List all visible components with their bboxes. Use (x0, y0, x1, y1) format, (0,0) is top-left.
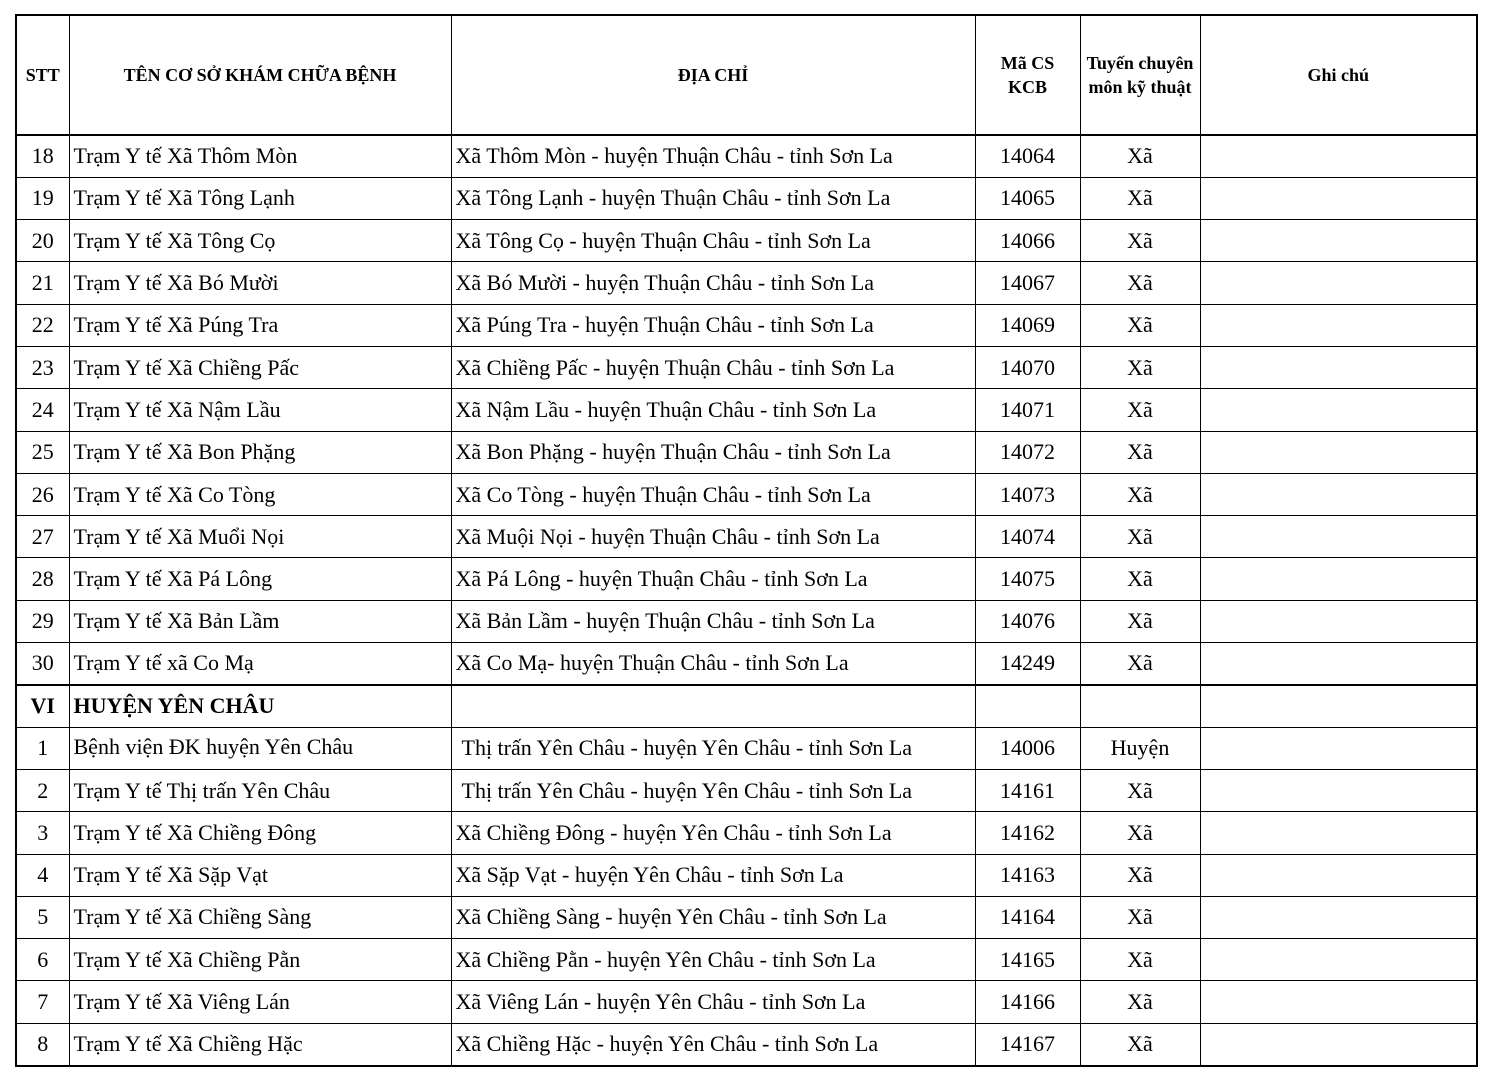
table-row (16, 346, 1477, 388)
row-note (1200, 473, 1477, 515)
row-stt: 21 (16, 262, 69, 304)
row-address: Xã Chiềng Hặc - huyện Yên Châu - tỉnh Sơn La (451, 1023, 975, 1065)
row-stt: 29 (16, 600, 69, 642)
row-facility-name: Trạm Y tế Xã Pá Lông (69, 558, 451, 600)
row-note (1200, 812, 1477, 854)
row-facility-code: 14069 (975, 304, 1080, 346)
row-technical-level: Xã (1080, 516, 1200, 558)
row-technical-level: Xã (1080, 981, 1200, 1023)
table-body (16, 135, 1477, 1066)
row-stt: 3 (16, 812, 69, 854)
row-facility-name: Trạm Y tế Thị trấn Yên Châu (69, 769, 451, 811)
row-address: Xã Muội Nọi - huyện Thuận Châu - tỉnh Sơn La (451, 516, 975, 558)
row-technical-level: Xã (1080, 812, 1200, 854)
row-stt: 30 (16, 643, 69, 685)
row-facility-code: 14071 (975, 389, 1080, 431)
row-facility-code: 14067 (975, 262, 1080, 304)
row-facility-name: Trạm Y tế Xã Chiềng Đông (69, 812, 451, 854)
row-address: Xã Chiềng Đông - huyện Yên Châu - tỉnh Sơn La (451, 812, 975, 854)
header-facility-name: TÊN CƠ SỞ KHÁM CHỮA BỆNH (69, 15, 451, 135)
row-facility-code: 14065 (975, 177, 1080, 219)
row-stt: 5 (16, 896, 69, 938)
row-facility-code: 14073 (975, 473, 1080, 515)
group-empty-cell (451, 685, 975, 727)
row-note (1200, 304, 1477, 346)
row-note (1200, 769, 1477, 811)
row-technical-level: Xã (1080, 769, 1200, 811)
row-technical-level: Xã (1080, 558, 1200, 600)
header-technical-level: Tuyến chuyên môn kỹ thuật (1080, 15, 1200, 135)
row-facility-name: Trạm Y tế Xã Púng Tra (69, 304, 451, 346)
row-technical-level: Xã (1080, 600, 1200, 642)
row-stt: 27 (16, 516, 69, 558)
table-row (16, 220, 1477, 262)
row-note (1200, 643, 1477, 685)
row-technical-level: Xã (1080, 135, 1200, 177)
table-row (16, 854, 1477, 896)
row-facility-code: 14064 (975, 135, 1080, 177)
header-row (16, 15, 1477, 135)
row-stt: 19 (16, 177, 69, 219)
row-stt: 23 (16, 346, 69, 388)
row-note (1200, 135, 1477, 177)
table-row (16, 516, 1477, 558)
row-technical-level: Huyện (1080, 727, 1200, 769)
row-note (1200, 431, 1477, 473)
row-facility-name: Trạm Y tế Xã Nậm Lầu (69, 389, 451, 431)
table-row (16, 431, 1477, 473)
row-facility-code: 14164 (975, 896, 1080, 938)
row-address: Thị trấn Yên Châu - huyện Yên Châu - tỉnh Sơn La (451, 727, 975, 769)
facility-table (15, 14, 1478, 1067)
row-address: Xã Chiềng Pấc - huyện Thuận Châu - tỉnh Sơn La (451, 346, 975, 388)
table-row (16, 769, 1477, 811)
row-stt: 22 (16, 304, 69, 346)
row-note (1200, 896, 1477, 938)
row-facility-code: 14249 (975, 643, 1080, 685)
row-facility-name: Trạm Y tế Xã Sặp Vạt (69, 854, 451, 896)
row-technical-level: Xã (1080, 939, 1200, 981)
row-address: Xã Chiềng Sàng - huyện Yên Châu - tỉnh Sơn La (451, 896, 975, 938)
row-note (1200, 346, 1477, 388)
table-row (16, 812, 1477, 854)
row-stt: 4 (16, 854, 69, 896)
row-stt: 26 (16, 473, 69, 515)
table-row (16, 939, 1477, 981)
row-facility-name: Trạm Y tế Xã Thôm Mòn (69, 135, 451, 177)
row-facility-code: 14072 (975, 431, 1080, 473)
row-address: Xã Bó Mười - huyện Thuận Châu - tỉnh Sơn La (451, 262, 975, 304)
table-row (16, 304, 1477, 346)
row-address: Xã Pá Lông - huyện Thuận Châu - tỉnh Sơn La (451, 558, 975, 600)
group-empty-cell (1200, 685, 1477, 727)
table-row (16, 727, 1477, 769)
row-note (1200, 262, 1477, 304)
row-address: Xã Bon Phặng - huyện Thuận Châu - tỉnh Sơn La (451, 431, 975, 473)
table-row (16, 177, 1477, 219)
row-facility-code: 14066 (975, 220, 1080, 262)
row-note (1200, 600, 1477, 642)
row-facility-code: 14074 (975, 516, 1080, 558)
row-note (1200, 1023, 1477, 1065)
row-technical-level: Xã (1080, 346, 1200, 388)
row-facility-code: 14163 (975, 854, 1080, 896)
row-technical-level: Xã (1080, 220, 1200, 262)
row-address: Xã Co Tòng - huyện Thuận Châu - tỉnh Sơn La (451, 473, 975, 515)
row-facility-name: Bệnh viện ĐK huyện Yên Châu (69, 727, 451, 769)
row-facility-name: Trạm Y tế Xã Chiềng Hặc (69, 1023, 451, 1065)
row-facility-code: 14076 (975, 600, 1080, 642)
row-address: Xã Tông Cọ - huyện Thuận Châu - tỉnh Sơn La (451, 220, 975, 262)
row-stt: 2 (16, 769, 69, 811)
row-technical-level: Xã (1080, 473, 1200, 515)
row-facility-code: 14161 (975, 769, 1080, 811)
row-note (1200, 220, 1477, 262)
row-stt: 28 (16, 558, 69, 600)
row-address: Xã Bản Lầm - huyện Thuận Châu - tỉnh Sơn La (451, 600, 975, 642)
row-address: Thị trấn Yên Châu - huyện Yên Châu - tỉnh Sơn La (451, 769, 975, 811)
row-stt: 6 (16, 939, 69, 981)
table-row (16, 473, 1477, 515)
header-note: Ghi chú (1200, 15, 1477, 135)
row-stt: 1 (16, 727, 69, 769)
row-facility-name: Trạm Y tế Xã Chiềng Pấc (69, 346, 451, 388)
row-note (1200, 981, 1477, 1023)
row-facility-name: Trạm Y tế Xã Muổi Nọi (69, 516, 451, 558)
row-technical-level: Xã (1080, 304, 1200, 346)
group-district-name: HUYỆN YÊN CHÂU (69, 685, 451, 727)
header-facility-code: Mã CS KCB (975, 15, 1080, 135)
row-note (1200, 389, 1477, 431)
row-technical-level: Xã (1080, 431, 1200, 473)
row-facility-name: Trạm Y tế Xã Viêng Lán (69, 981, 451, 1023)
row-facility-code: 14075 (975, 558, 1080, 600)
row-stt: 24 (16, 389, 69, 431)
table-row (16, 600, 1477, 642)
row-facility-name: Trạm Y tế Xã Bó Mười (69, 262, 451, 304)
row-facility-code: 14166 (975, 981, 1080, 1023)
row-facility-name: Trạm Y tế Xã Co Tòng (69, 473, 451, 515)
row-note (1200, 516, 1477, 558)
table-row (16, 981, 1477, 1023)
row-facility-code: 14070 (975, 346, 1080, 388)
table-row (16, 1023, 1477, 1065)
row-note (1200, 177, 1477, 219)
row-stt: 7 (16, 981, 69, 1023)
row-facility-name: Trạm Y tế Xã Tông Lạnh (69, 177, 451, 219)
row-technical-level: Xã (1080, 643, 1200, 685)
row-facility-code: 14167 (975, 1023, 1080, 1065)
row-facility-name: Trạm Y tế Xã Bon Phặng (69, 431, 451, 473)
table-row (16, 643, 1477, 685)
row-facility-name: Trạm Y tế Xã Chiềng Pằn (69, 939, 451, 981)
table-row (16, 135, 1477, 177)
row-facility-name: Trạm Y tế Xã Bản Lầm (69, 600, 451, 642)
row-address: Xã Co Mạ- huyện Thuận Châu - tỉnh Sơn La (451, 643, 975, 685)
table-header (16, 15, 1477, 135)
table-row (16, 389, 1477, 431)
row-facility-code: 14165 (975, 939, 1080, 981)
header-address: ĐỊA CHỈ (451, 15, 975, 135)
row-facility-code: 14162 (975, 812, 1080, 854)
row-address: Xã Sặp Vạt - huyện Yên Châu - tỉnh Sơn La (451, 854, 975, 896)
table-row (16, 558, 1477, 600)
row-address: Xã Nậm Lầu - huyện Thuận Châu - tỉnh Sơn La (451, 389, 975, 431)
row-address: Xã Chiềng Pằn - huyện Yên Châu - tỉnh Sơn La (451, 939, 975, 981)
row-address: Xã Thôm Mòn - huyện Thuận Châu - tỉnh Sơn La (451, 135, 975, 177)
row-technical-level: Xã (1080, 177, 1200, 219)
table-row (16, 896, 1477, 938)
row-technical-level: Xã (1080, 262, 1200, 304)
row-facility-name: Trạm Y tế xã Co Mạ (69, 643, 451, 685)
row-technical-level: Xã (1080, 1023, 1200, 1065)
row-address: Xã Tông Lạnh - huyện Thuận Châu - tỉnh Sơn La (451, 177, 975, 219)
row-stt: 8 (16, 1023, 69, 1065)
row-address: Xã Púng Tra - huyện Thuận Châu - tỉnh Sơn La (451, 304, 975, 346)
group-empty-cell (975, 685, 1080, 727)
row-note (1200, 558, 1477, 600)
group-roman-numeral: VI (16, 685, 69, 727)
row-facility-name: Trạm Y tế Xã Tông Cọ (69, 220, 451, 262)
row-technical-level: Xã (1080, 854, 1200, 896)
group-row-district (16, 685, 1477, 727)
group-empty-cell (1080, 685, 1200, 727)
row-note (1200, 939, 1477, 981)
row-address: Xã Viêng Lán - huyện Yên Châu - tỉnh Sơn La (451, 981, 975, 1023)
header-stt: STT (16, 15, 69, 135)
row-stt: 18 (16, 135, 69, 177)
row-facility-code: 14006 (975, 727, 1080, 769)
row-technical-level: Xã (1080, 896, 1200, 938)
row-facility-name: Trạm Y tế Xã Chiềng Sàng (69, 896, 451, 938)
row-note (1200, 727, 1477, 769)
table-row (16, 262, 1477, 304)
row-technical-level: Xã (1080, 389, 1200, 431)
row-note (1200, 854, 1477, 896)
row-stt: 25 (16, 431, 69, 473)
row-stt: 20 (16, 220, 69, 262)
